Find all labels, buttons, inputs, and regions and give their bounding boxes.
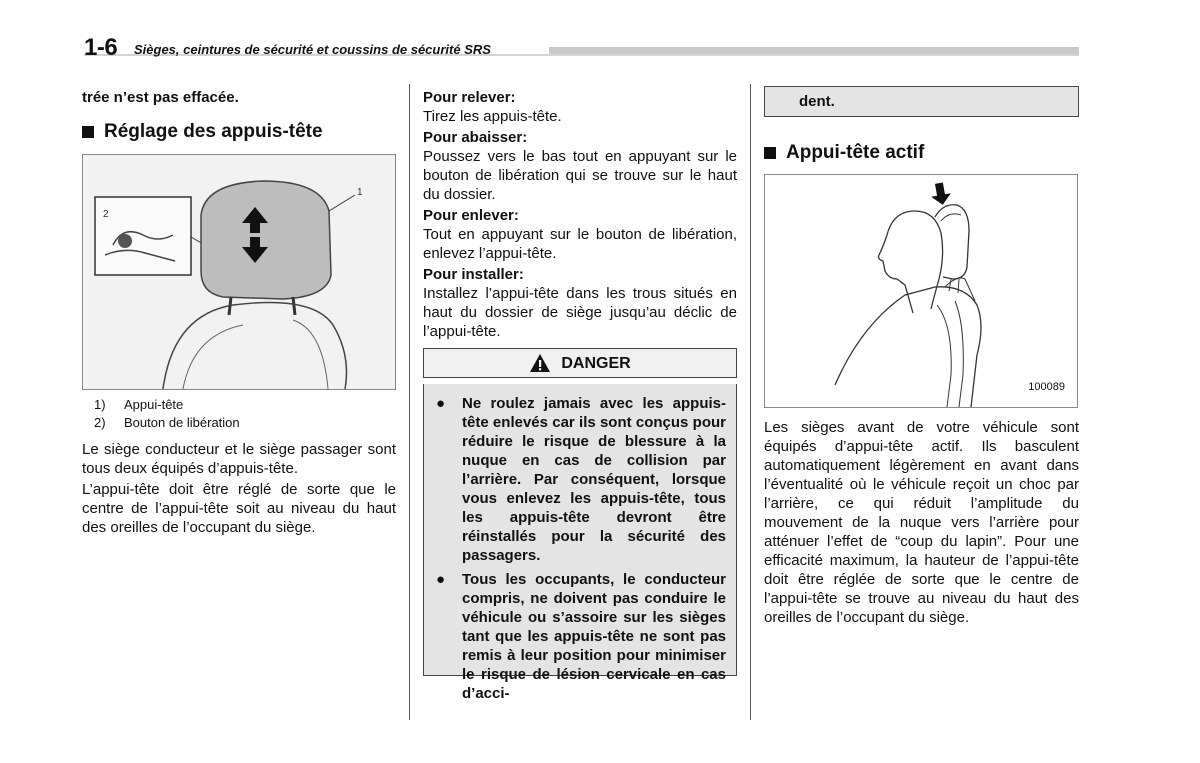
danger-bullet: ● Ne roulez jamais avec les appuis-tête enlevés car ils sont conçus pour réduire le risque de blessure à la nuque en cas de collision par l’arrière. Par conséquent, lorsque vous enlevez les appuis-tête, tous les appuis-tête devront être réinstallés pour la sécurité des passagers. bbox=[436, 395, 726, 564]
section-title: Appui-tête actif bbox=[786, 142, 925, 163]
header-rule bbox=[549, 47, 1079, 54]
active-headrest-figure bbox=[764, 174, 1078, 408]
column-divider-2 bbox=[750, 84, 751, 720]
figure-legend bbox=[82, 396, 396, 432]
section-square-icon bbox=[764, 147, 776, 159]
legend-item: 1) Appui-tête bbox=[94, 397, 184, 412]
paragraph: L’appui-tête doit être réglé de sorte que le centre de l’appui-tête soit au niveau du haut des oreilles de l’occupant du siège. bbox=[82, 481, 396, 536]
continued-text: trée n’est pas effacée. bbox=[82, 89, 239, 106]
headrest-adjust-figure bbox=[82, 154, 396, 390]
section-heading bbox=[82, 120, 396, 144]
paragraph: Tout en appuyant sur le bouton de libération, enlevez l’appui-tête. bbox=[423, 226, 737, 262]
chapter-title: Sièges, ceintures de sécurité et coussins de sécurité SRS bbox=[134, 42, 491, 57]
svg-text:1: 1 bbox=[357, 187, 363, 198]
subheading-install: Pour installer: bbox=[423, 266, 524, 283]
legend-item: 2) Bouton de libération bbox=[94, 415, 240, 430]
paragraph: Poussez vers le bas tout en appuyant sur le bouton de libération qui se trouve sur le haut du dossier. bbox=[423, 148, 737, 203]
section-heading bbox=[764, 141, 1079, 165]
column-1 bbox=[82, 88, 396, 537]
svg-text:2: 2 bbox=[103, 209, 109, 220]
danger-box bbox=[423, 384, 737, 702]
column-divider-1 bbox=[409, 84, 410, 720]
page-number: 1-6 bbox=[84, 34, 118, 61]
subheading-remove: Pour enlever: bbox=[423, 207, 519, 224]
headrest-illustration bbox=[83, 155, 395, 389]
page-header bbox=[84, 32, 1079, 62]
bullet-dot-icon: ● bbox=[436, 395, 446, 412]
paragraph: Installez l’appui-tête dans les trous situés en haut du dossier de siège jusqu’au déclic de l’appui-tête. bbox=[423, 285, 737, 340]
active-headrest-illustration bbox=[765, 175, 1077, 407]
danger-label: DANGER bbox=[561, 354, 631, 372]
section-title: Réglage des appuis-tête bbox=[104, 121, 323, 142]
bullet-dot-icon: ● bbox=[436, 571, 446, 588]
danger-bullet: ● Tous les occupants, le conducteur compris, ne doivent pas conduire le véhicule ou s’assoire sur les sièges tant que les appuis-tête ne sont pas remis à leur position pour minimiser le risque de lésion cervicale en cas d’acci- bbox=[436, 571, 726, 702]
figure-code: 100089 bbox=[1028, 381, 1065, 393]
column-2 bbox=[423, 88, 737, 702]
subheading-lower: Pour abaisser: bbox=[423, 129, 528, 146]
paragraph: Tirez les appuis-tête. bbox=[423, 108, 562, 125]
continued-danger-box: dent. bbox=[764, 86, 1079, 117]
warning-triangle-icon bbox=[529, 353, 551, 373]
section-square-icon bbox=[82, 126, 94, 138]
danger-header bbox=[423, 348, 737, 378]
column-3 bbox=[764, 86, 1079, 627]
subheading-raise: Pour relever: bbox=[423, 89, 516, 106]
paragraph: Les sièges avant de votre véhicule sont équipés d’appui-tête actif. Ils basculent automatiquement légèrement en avant dans l’éventualité où le véhicule reçoit un choc par l’arrière, ce qui réduit l’amplitude du mouvement de la nuque vers l’arrière pour atténuer l’effet de “coup du lapin”. Pour une efficacité maximum, la hauteur de l’appui-tête doit être réglée de sorte que le centre de l’appui-tête se trouve au niveau du haut des oreilles de l’occupant du siège. bbox=[764, 419, 1079, 626]
paragraph: Le siège conducteur et le siège passager sont tous deux équipés d’appuis-tête. bbox=[82, 441, 396, 477]
